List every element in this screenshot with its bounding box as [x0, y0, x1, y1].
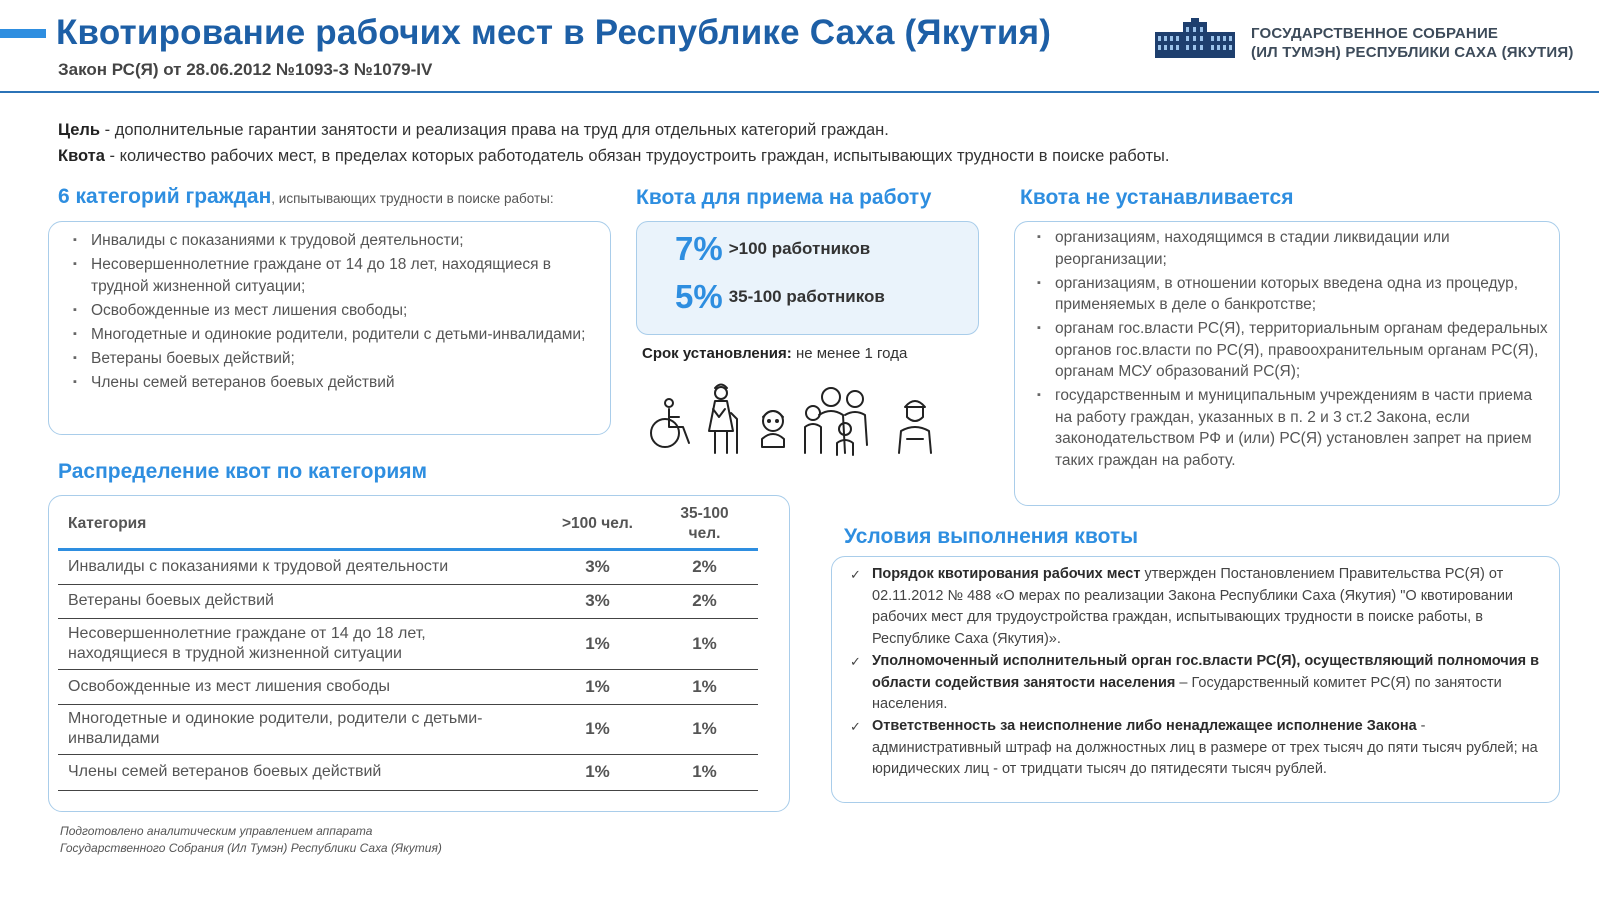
condition-text: утвержден Постановлением Правительства РС(Я) от 02.11.2012 № 488 «О мерах по реализации Закона Республики Саха (Якутия) "О квотировании рабочих мест для трудоустройства граждан, испытывающих трудности в поиске работы, в Республике Саха (Якутия)». [872, 566, 1514, 648]
footer-line2: Государственного Собрания (Ил Тумэн) Республики Саха (Якутия) [60, 840, 442, 855]
list-item [840, 651, 1551, 716]
intro-text [58, 117, 1169, 169]
row-category [58, 704, 544, 754]
quota-percent: 7% [675, 230, 723, 267]
column-header-category: Категория [58, 501, 544, 549]
list-item: ▪ Члены семей ветеранов боевых действий [63, 372, 596, 394]
list-item: ▪ организациям, в отношении которых введена одна из процедур, применяемых в деле о банкротстве; [1027, 273, 1553, 316]
footer-note [60, 823, 442, 856]
header-divider [0, 91, 1599, 93]
org-name-line1: ГОСУДАРСТВЕННОЕ СОБРАНИЕ [1251, 25, 1499, 42]
goal-line [58, 117, 1169, 143]
page-title: Квотирование рабочих мест в Республике Саха (Якутия) [56, 13, 1052, 52]
org-name-line2: (ИЛ ТУМЭН) РЕСПУБЛИКИ САХА (ЯКУТИЯ) [1251, 44, 1574, 61]
quota-row-35-100 [675, 278, 885, 316]
row-range: 2% [651, 549, 758, 584]
distribution-title: Распределение квот по категориям [58, 460, 428, 483]
elderly-woman-icon [709, 385, 737, 454]
categories-heading [58, 185, 554, 209]
list-item: ▪ Ветераны боевых действий; [63, 348, 596, 370]
condition-bold: Уполномоченный исполнительный орган гос.власти РС(Я), осуществляющий полномочия в области содействия занятости населения [872, 652, 1540, 691]
table-row [58, 704, 758, 754]
condition-text: - административный штраф на должностных лиц в размере от трех тысяч до пяти тысяч рублей; на юридических лиц - от тридцати тысяч до пятидесяти тысяч рублей. [872, 717, 1538, 778]
goal-term: Цель [58, 121, 101, 139]
condition-text: – Государственный комитет РС(Я) по занятости населения. [872, 674, 1502, 713]
list-item: ▪ Инвалиды с показаниями к трудовой деятельности; [63, 230, 596, 252]
no-quota-panel [1014, 221, 1560, 506]
row-range: 1% [651, 754, 758, 790]
column-header-over100: >100 чел. [544, 501, 651, 549]
row-over100: 1% [544, 618, 651, 669]
row-category: Ветераны боевых действий [58, 584, 544, 618]
table-row [58, 618, 758, 669]
row-category: Освобожденные из мест лишения свободы [58, 669, 544, 704]
row-over100: 3% [544, 549, 651, 584]
categories-title-suffix: , испытывающих трудности в поиске работы: [271, 191, 554, 206]
quota-text: - количество рабочих мест, в пределах которых работодатель обязан трудоустроить граждан, испытывающих трудности в поиске работы. [104, 147, 1170, 165]
categories-title: 6 категорий граждан [58, 185, 272, 208]
parliament-building-logo [1155, 18, 1235, 58]
footer-line1: Подготовлено аналитическим управлением аппарата [60, 824, 373, 838]
row-over100: 3% [544, 584, 651, 618]
no-quota-list [1027, 227, 1553, 471]
list-item: ▪ Освобожденные из мест лишения свободы; [63, 300, 596, 322]
page-subtitle: Закон РС(Я) от 28.06.2012 №1093-З №1079-IV [58, 60, 433, 79]
table-row [58, 584, 758, 618]
organization-name [1251, 24, 1574, 62]
row-category-text: Несовершеннолетние граждане от 14 до 18 лет, находящиеся в трудной жизненной ситуации [68, 624, 426, 662]
term-value: не менее 1 года [791, 345, 908, 362]
row-over100: 1% [544, 704, 651, 754]
table-row [58, 549, 758, 584]
distribution-table [58, 501, 758, 791]
family-icon [805, 388, 867, 455]
list-item: ▪ Многодетные и одинокие родители, родители с детьми-инвалидами; [63, 324, 596, 346]
row-category-text: Многодетные и одинокие родители, родители с детьми-инвалидами [68, 710, 483, 747]
goal-text: - дополнительные гарантии занятости и реализация права на труд для отдельных категорий граждан. [100, 121, 889, 139]
hiring-quota-box [636, 221, 979, 335]
soldier-icon [899, 401, 931, 453]
no-quota-title: Квота не устанавливается [1020, 186, 1294, 209]
conditions-title: Условия выполнения квоты [844, 525, 1139, 548]
categories-icons [645, 383, 945, 458]
header-accent-bar [0, 29, 46, 38]
list-item [840, 716, 1551, 781]
child-icon [762, 411, 784, 447]
list-item: ▪ органам гос.власти РС(Я), территориальным органам федеральных органов гос.власти по РС(Я), правоохранительным органам РС(Я), органам МСУ образований РС(Я); [1027, 318, 1553, 383]
list-item: ▪ государственным и муниципальным учреждениям в части приема на работу граждан, указанных в п. 2 и 3 ст.2 Закона, если законодательством РФ и (или) РС(Я) установлен запрет на прием таких граждан на работу. [1027, 385, 1553, 471]
quota-percent: 5% [675, 278, 723, 315]
list-item [840, 564, 1551, 651]
conditions-list [840, 564, 1551, 781]
row-range: 1% [651, 669, 758, 704]
table-row [58, 754, 758, 790]
list-item: ▪ организациям, находящимся в стадии ликвидации или реорганизации; [1027, 227, 1553, 270]
quota-label: >100 работников [728, 239, 871, 258]
quota-term: Квота [58, 147, 105, 165]
quota-term [642, 345, 907, 362]
row-range: 2% [651, 584, 758, 618]
row-over100: 1% [544, 754, 651, 790]
row-range: 1% [651, 704, 758, 754]
condition-bold: Порядок квотирования рабочих мест [872, 566, 1141, 582]
table-header-row [58, 501, 758, 549]
row-category: Члены семей ветеранов боевых действий [58, 754, 544, 790]
table-row [58, 669, 758, 704]
conditions-panel [831, 556, 1560, 803]
categories-panel [48, 221, 611, 435]
quota-row-over100 [675, 230, 870, 268]
row-category: Инвалиды с показаниями к трудовой деятельности [58, 549, 544, 584]
quota-label: 35-100 работников [728, 287, 885, 306]
condition-bold: Ответственность за неисполнение либо ненадлежащее исполнение Закона [872, 717, 1417, 734]
row-range: 1% [651, 618, 758, 669]
hiring-quota-title: Квота для приема на работу [636, 186, 932, 209]
column-header-range [651, 501, 758, 549]
wheelchair-icon [651, 399, 689, 447]
row-over100: 1% [544, 669, 651, 704]
categories-list [63, 230, 596, 393]
term-label: Срок установления: [642, 345, 792, 362]
list-item: ▪ Несовершеннолетние граждане от 14 до 18 лет, находящиеся в трудной жизненной ситуации; [63, 254, 596, 297]
range-header-text: 35-100 чел. [680, 505, 729, 543]
quota-line [58, 143, 1169, 169]
row-category [58, 618, 544, 669]
